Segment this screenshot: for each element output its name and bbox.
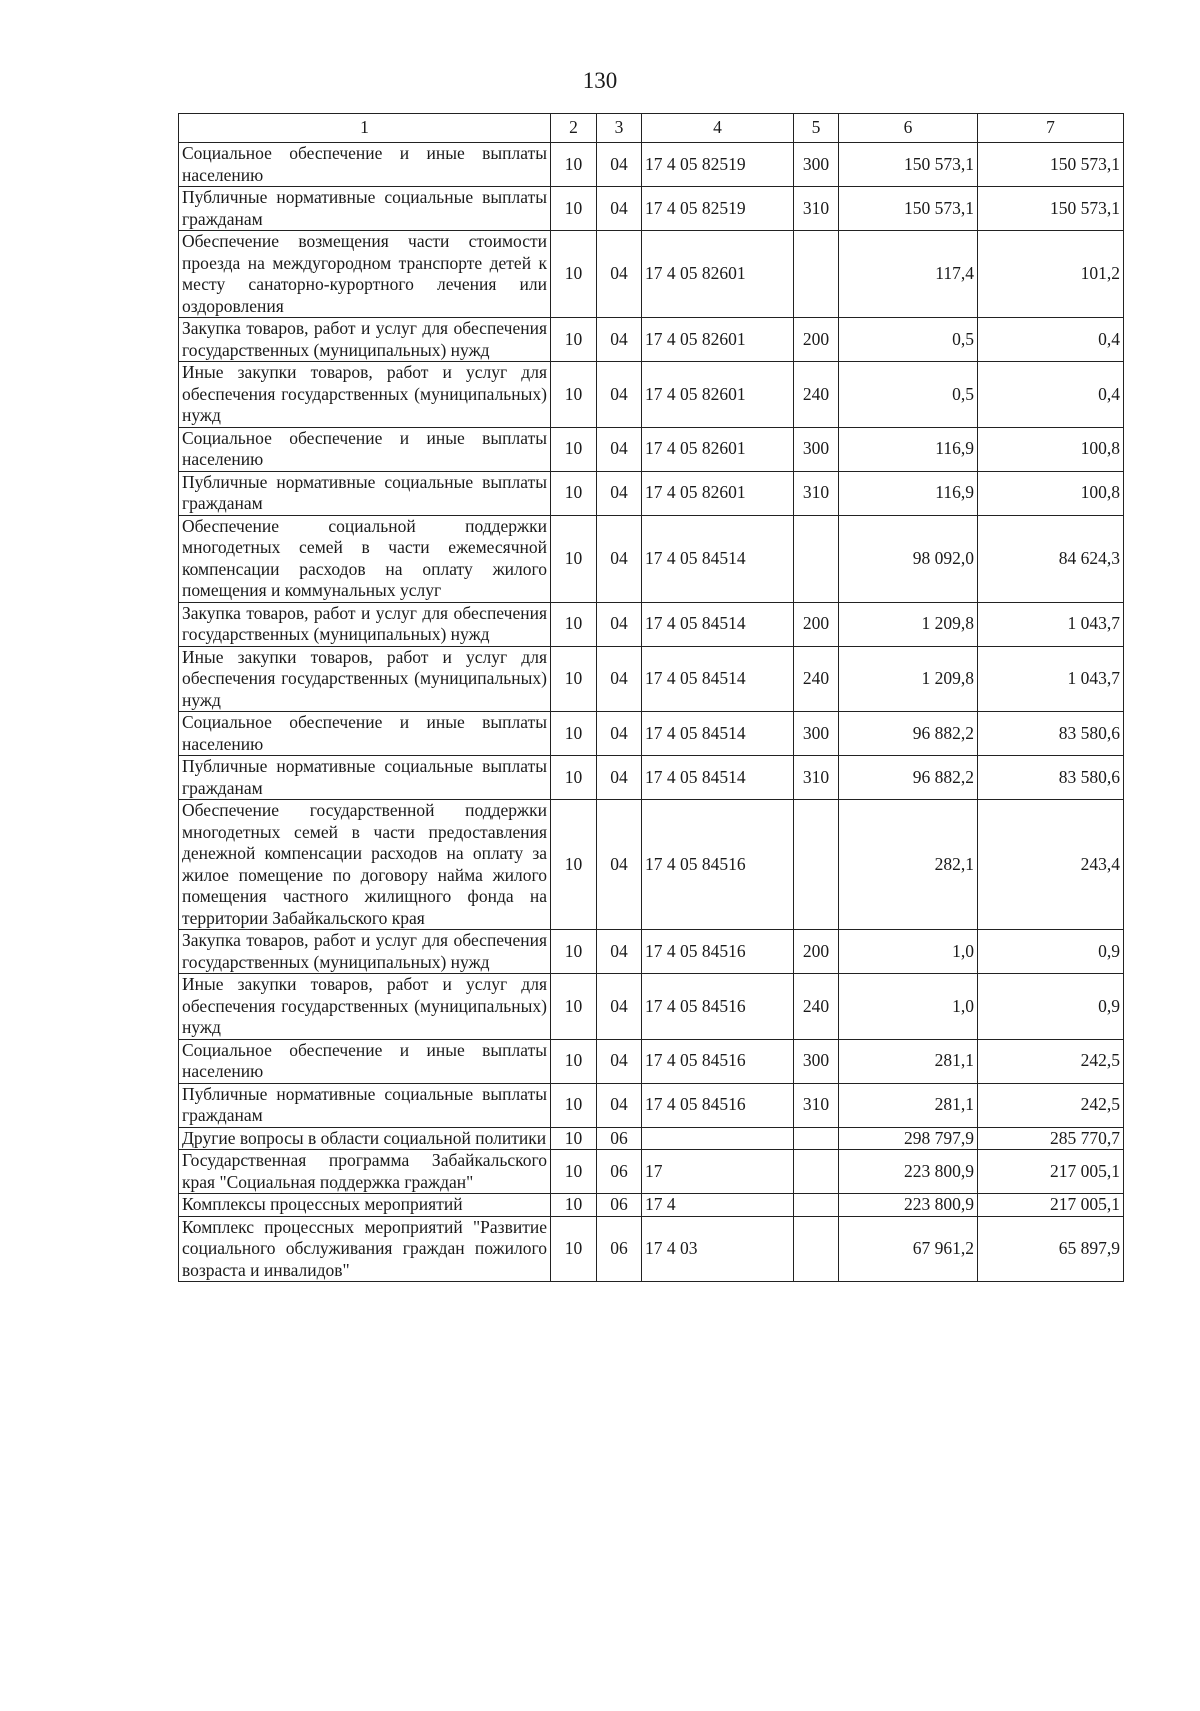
amount-col6: 67 961,2 xyxy=(839,1216,978,1282)
expense-type-code: 310 xyxy=(794,756,839,800)
amount-col6: 1,0 xyxy=(839,930,978,974)
subsection-code: 04 xyxy=(597,646,642,712)
subsection-code: 04 xyxy=(597,231,642,318)
target-article-code: 17 4 05 84514 xyxy=(642,515,794,602)
amount-col7: 0,9 xyxy=(978,930,1124,974)
subsection-code: 04 xyxy=(597,427,642,471)
expense-type-code: 200 xyxy=(794,318,839,362)
target-article-code: 17 4 05 84516 xyxy=(642,974,794,1040)
item-name: Социальное обеспечение и иные выплаты населению xyxy=(179,143,551,187)
amount-col7: 1 043,7 xyxy=(978,602,1124,646)
subsection-code: 04 xyxy=(597,974,642,1040)
amount-col7: 100,8 xyxy=(978,471,1124,515)
expense-type-code: 300 xyxy=(794,712,839,756)
amount-col6: 223 800,9 xyxy=(839,1150,978,1194)
item-name: Публичные нормативные социальные выплаты гражданам xyxy=(179,471,551,515)
expense-type-code: 310 xyxy=(794,471,839,515)
target-article-code: 17 4 05 84516 xyxy=(642,800,794,930)
target-article-code: 17 4 05 82601 xyxy=(642,427,794,471)
target-article-code: 17 4 05 82601 xyxy=(642,231,794,318)
amount-col6: 150 573,1 xyxy=(839,143,978,187)
amount-col6: 0,5 xyxy=(839,362,978,428)
item-name: Закупка товаров, работ и услуг для обеспечения государственных (муниципальных) нужд xyxy=(179,930,551,974)
amount-col7: 217 005,1 xyxy=(978,1194,1124,1217)
amount-col6: 1 209,8 xyxy=(839,646,978,712)
amount-col7: 217 005,1 xyxy=(978,1150,1124,1194)
header-cell: 3 xyxy=(597,114,642,143)
section-code: 10 xyxy=(551,800,597,930)
table-row xyxy=(179,1150,1124,1194)
subsection-code: 06 xyxy=(597,1127,642,1150)
expense-type-code: 300 xyxy=(794,427,839,471)
expense-type-code xyxy=(794,515,839,602)
expense-type-code: 200 xyxy=(794,930,839,974)
amount-col6: 281,1 xyxy=(839,1083,978,1127)
table-row xyxy=(179,1083,1124,1127)
section-code: 10 xyxy=(551,602,597,646)
target-article-code: 17 4 05 82519 xyxy=(642,187,794,231)
item-name: Публичные нормативные социальные выплаты гражданам xyxy=(179,756,551,800)
item-name: Иные закупки товаров, работ и услуг для обеспечения государственных (муниципальных) нужд xyxy=(179,974,551,1040)
subsection-code: 04 xyxy=(597,1039,642,1083)
table-row xyxy=(179,974,1124,1040)
subsection-code: 04 xyxy=(597,930,642,974)
subsection-code: 04 xyxy=(597,143,642,187)
amount-col7: 150 573,1 xyxy=(978,187,1124,231)
table-row xyxy=(179,1194,1124,1217)
subsection-code: 04 xyxy=(597,602,642,646)
item-name: Другие вопросы в области социальной политики xyxy=(179,1127,551,1150)
subsection-code: 04 xyxy=(597,187,642,231)
target-article-code: 17 4 05 84514 xyxy=(642,712,794,756)
table-row xyxy=(179,515,1124,602)
item-name: Иные закупки товаров, работ и услуг для обеспечения государственных (муниципальных) нужд xyxy=(179,646,551,712)
item-name: Закупка товаров, работ и услуг для обеспечения государственных (муниципальных) нужд xyxy=(179,602,551,646)
table-row xyxy=(179,756,1124,800)
target-article-code: 17 4 03 xyxy=(642,1216,794,1282)
section-code: 10 xyxy=(551,427,597,471)
section-code: 10 xyxy=(551,646,597,712)
expense-type-code: 310 xyxy=(794,1083,839,1127)
header-cell: 4 xyxy=(642,114,794,143)
table-row xyxy=(179,1216,1124,1282)
section-code: 10 xyxy=(551,756,597,800)
item-name: Обеспечение государственной поддержки многодетных семей в части предоставления денежной компенсации расходов на оплату за жилое помещение по договору найма жилого помещения частного жилищного фонда на территории Забайкальского края xyxy=(179,800,551,930)
section-code: 10 xyxy=(551,974,597,1040)
amount-col6: 298 797,9 xyxy=(839,1127,978,1150)
section-code: 10 xyxy=(551,515,597,602)
amount-col6: 223 800,9 xyxy=(839,1194,978,1217)
amount-col6: 117,4 xyxy=(839,231,978,318)
item-name: Обеспечение возмещения части стоимости проезда на междугородном транспорте детей к месту санаторно-курортного лечения или оздоровления xyxy=(179,231,551,318)
amount-col7: 150 573,1 xyxy=(978,143,1124,187)
subsection-code: 04 xyxy=(597,1083,642,1127)
amount-col7: 65 897,9 xyxy=(978,1216,1124,1282)
amount-col7: 243,4 xyxy=(978,800,1124,930)
amount-col7: 101,2 xyxy=(978,231,1124,318)
item-name: Государственная программа Забайкальского края "Социальная поддержка граждан" xyxy=(179,1150,551,1194)
table-row xyxy=(179,800,1124,930)
item-name: Социальное обеспечение и иные выплаты населению xyxy=(179,427,551,471)
table-row xyxy=(179,712,1124,756)
amount-col7: 100,8 xyxy=(978,427,1124,471)
table-header-row xyxy=(179,114,1124,143)
section-code: 10 xyxy=(551,712,597,756)
amount-col7: 1 043,7 xyxy=(978,646,1124,712)
amount-col7: 84 624,3 xyxy=(978,515,1124,602)
target-article-code: 17 4 05 82601 xyxy=(642,318,794,362)
amount-col6: 282,1 xyxy=(839,800,978,930)
table-row xyxy=(179,602,1124,646)
amount-col6: 96 882,2 xyxy=(839,756,978,800)
expense-type-code: 300 xyxy=(794,143,839,187)
subsection-code: 06 xyxy=(597,1194,642,1217)
budget-table xyxy=(178,113,1124,1282)
target-article-code: 17 4 xyxy=(642,1194,794,1217)
subsection-code: 04 xyxy=(597,800,642,930)
target-article-code: 17 4 05 84516 xyxy=(642,930,794,974)
table-row xyxy=(179,231,1124,318)
section-code: 10 xyxy=(551,187,597,231)
amount-col7: 0,9 xyxy=(978,974,1124,1040)
expense-type-code: 240 xyxy=(794,362,839,428)
expense-type-code xyxy=(794,1127,839,1150)
header-cell: 2 xyxy=(551,114,597,143)
amount-col7: 83 580,6 xyxy=(978,712,1124,756)
expense-type-code xyxy=(794,1216,839,1282)
subsection-code: 04 xyxy=(597,471,642,515)
section-code: 10 xyxy=(551,362,597,428)
section-code: 10 xyxy=(551,1194,597,1217)
table-row xyxy=(179,1127,1124,1150)
item-name: Публичные нормативные социальные выплаты гражданам xyxy=(179,1083,551,1127)
item-name: Иные закупки товаров, работ и услуг для обеспечения государственных (муниципальных) нужд xyxy=(179,362,551,428)
table-row xyxy=(179,1039,1124,1083)
target-article-code: 17 4 05 84514 xyxy=(642,602,794,646)
item-name: Комплекс процессных мероприятий "Развитие социального обслуживания граждан пожилого возраста и инвалидов" xyxy=(179,1216,551,1282)
table-row xyxy=(179,471,1124,515)
target-article-code: 17 4 05 82601 xyxy=(642,362,794,428)
item-name: Закупка товаров, работ и услуг для обеспечения государственных (муниципальных) нужд xyxy=(179,318,551,362)
amount-col6: 116,9 xyxy=(839,471,978,515)
item-name: Социальное обеспечение и иные выплаты населению xyxy=(179,712,551,756)
section-code: 10 xyxy=(551,1083,597,1127)
header-cell: 7 xyxy=(978,114,1124,143)
item-name: Публичные нормативные социальные выплаты гражданам xyxy=(179,187,551,231)
section-code: 10 xyxy=(551,1216,597,1282)
subsection-code: 04 xyxy=(597,318,642,362)
section-code: 10 xyxy=(551,231,597,318)
amount-col7: 242,5 xyxy=(978,1083,1124,1127)
target-article-code: 17 4 05 84516 xyxy=(642,1039,794,1083)
expense-type-code: 240 xyxy=(794,646,839,712)
amount-col6: 281,1 xyxy=(839,1039,978,1083)
page-number: 130 xyxy=(582,68,618,93)
section-code: 10 xyxy=(551,1127,597,1150)
amount-col6: 116,9 xyxy=(839,427,978,471)
section-code: 10 xyxy=(551,1039,597,1083)
expense-type-code: 300 xyxy=(794,1039,839,1083)
header-cell: 6 xyxy=(839,114,978,143)
section-code: 10 xyxy=(551,318,597,362)
expense-type-code xyxy=(794,1150,839,1194)
expense-type-code xyxy=(794,1194,839,1217)
section-code: 10 xyxy=(551,143,597,187)
expense-type-code: 310 xyxy=(794,187,839,231)
table-row xyxy=(179,930,1124,974)
amount-col6: 1 209,8 xyxy=(839,602,978,646)
table-row xyxy=(179,143,1124,187)
subsection-code: 04 xyxy=(597,362,642,428)
subsection-code: 04 xyxy=(597,756,642,800)
amount-col6: 1,0 xyxy=(839,974,978,1040)
target-article-code: 17 xyxy=(642,1150,794,1194)
amount-col7: 83 580,6 xyxy=(978,756,1124,800)
table-row xyxy=(179,427,1124,471)
amount-col6: 98 092,0 xyxy=(839,515,978,602)
header-cell: 1 xyxy=(179,114,551,143)
header-cell: 5 xyxy=(794,114,839,143)
target-article-code xyxy=(642,1127,794,1150)
subsection-code: 04 xyxy=(597,712,642,756)
expense-type-code xyxy=(794,231,839,318)
subsection-code: 06 xyxy=(597,1216,642,1282)
item-name: Обеспечение социальной поддержки многодетных семей в части ежемесячной компенсации расходов на оплату жилого помещения и коммунальных услуг xyxy=(179,515,551,602)
target-article-code: 17 4 05 82601 xyxy=(642,471,794,515)
amount-col7: 0,4 xyxy=(978,318,1124,362)
amount-col7: 0,4 xyxy=(978,362,1124,428)
table-row xyxy=(179,318,1124,362)
item-name: Социальное обеспечение и иные выплаты населению xyxy=(179,1039,551,1083)
target-article-code: 17 4 05 84514 xyxy=(642,756,794,800)
amount-col6: 96 882,2 xyxy=(839,712,978,756)
expense-type-code: 240 xyxy=(794,974,839,1040)
table-row xyxy=(179,187,1124,231)
amount-col7: 242,5 xyxy=(978,1039,1124,1083)
target-article-code: 17 4 05 84516 xyxy=(642,1083,794,1127)
section-code: 10 xyxy=(551,930,597,974)
amount-col6: 0,5 xyxy=(839,318,978,362)
table-row xyxy=(179,646,1124,712)
item-name: Комплексы процессных мероприятий xyxy=(179,1194,551,1217)
expense-type-code: 200 xyxy=(794,602,839,646)
amount-col6: 150 573,1 xyxy=(839,187,978,231)
amount-col7: 285 770,7 xyxy=(978,1127,1124,1150)
subsection-code: 06 xyxy=(597,1150,642,1194)
table-row xyxy=(179,362,1124,428)
subsection-code: 04 xyxy=(597,515,642,602)
target-article-code: 17 4 05 84514 xyxy=(642,646,794,712)
expense-type-code xyxy=(794,800,839,930)
section-code: 10 xyxy=(551,1150,597,1194)
section-code: 10 xyxy=(551,471,597,515)
target-article-code: 17 4 05 82519 xyxy=(642,143,794,187)
